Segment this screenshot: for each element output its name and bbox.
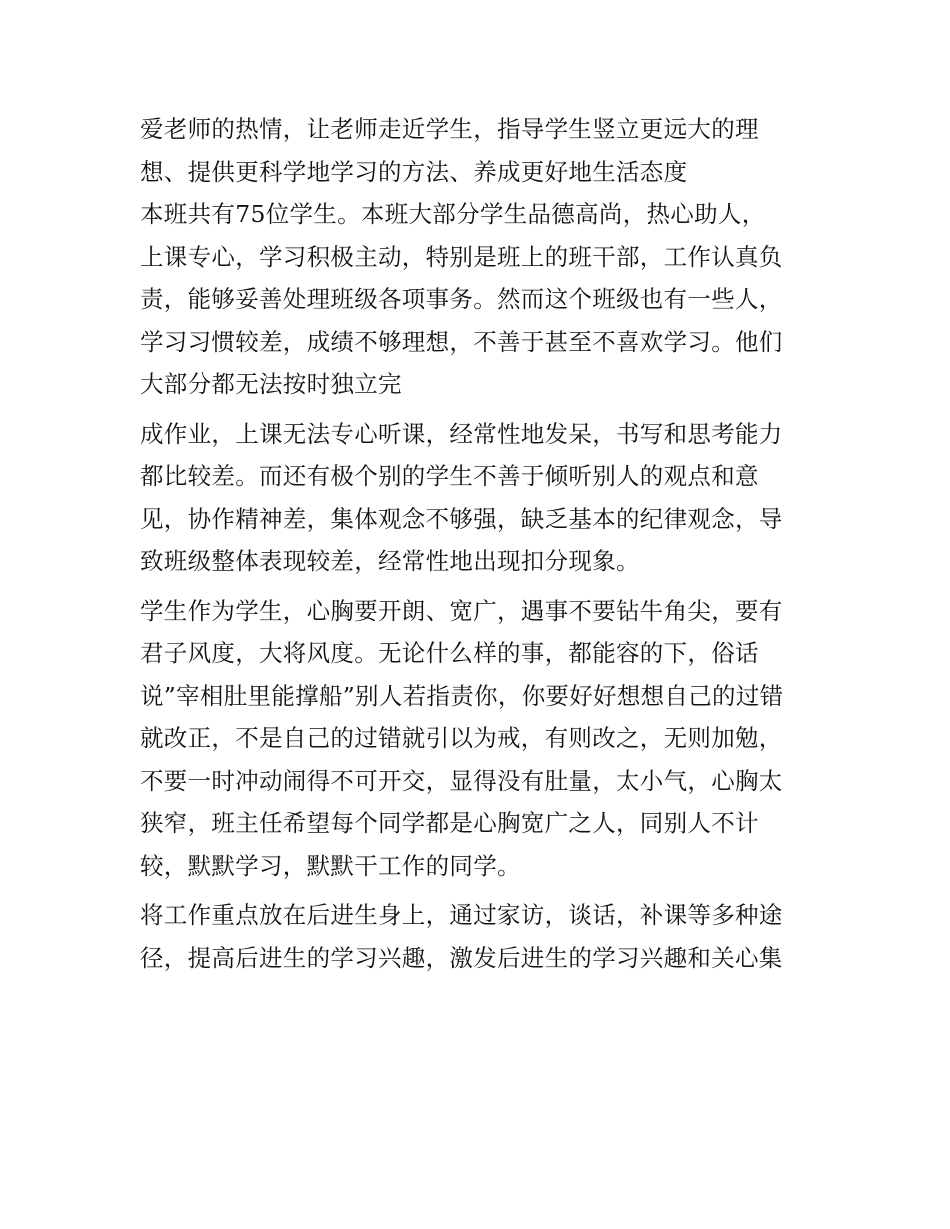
text-line: 较，默默学习，默默干工作的同学。: [140, 851, 521, 880]
text-line: 径，提高后进生的学习兴趣，激发后进生的学习兴趣和关心集: [140, 943, 783, 972]
text-line: 学生作为学生，心胸要开朗、宽广，遇事不要钻牛角尖，要有: [140, 596, 783, 625]
text-line: 不要一时冲动闹得不可开交，显得没有肚量，太小气，心胸太: [140, 766, 783, 795]
text-line: 狭窄，班主任希望每个同学都是心胸宽广之人，同别人不计: [140, 809, 759, 837]
text-line: 见，协作精神差，集体观念不够强，缺乏基本的纪律观念，导: [140, 504, 783, 533]
text-line: 想、提供更科学地学习的方法、养成更好地生活态度: [140, 157, 688, 186]
text-line: 致班级整体表现较差，经常性地出现扣分现象。: [140, 547, 640, 575]
text-line: 君子风度，大将风度。无论什么样的事，都能容的下，俗话: [140, 639, 759, 667]
body-text: [140, 108, 830, 979]
text-line: 说”宰相肚里能撑船”别人若指责你，你要好好想想自己的过错: [140, 681, 784, 710]
text-line: 本班共有75位学生。本班大部分学生品德高尚，热心助人，: [140, 200, 766, 228]
text-line: 爱老师的热情，让老师走近学生，指导学生竖立更远大的理: [140, 115, 759, 143]
paragraph: [140, 193, 830, 406]
text-line: 成作业，上课无法专心听课，经常性地发呆，书写和思考能力: [140, 419, 783, 448]
text-line: 责，能够妥善处理班级各项事务。然而这个班级也有一些人，: [140, 285, 783, 313]
paragraph: [140, 108, 830, 193]
text-line: 将工作重点放在后进生身上，通过家访，谈话，补课等多种途: [140, 901, 783, 929]
paragraph: [140, 590, 830, 888]
text-line: 就改正，不是自己的过错就引以为戒，有则改之，无则加勉，: [140, 724, 783, 752]
text-line: 都比较差。而还有极个别的学生不善于倾听别人的观点和意: [140, 462, 759, 490]
paragraph: [140, 413, 830, 583]
text-line: 大部分都无法按时独立完: [140, 370, 402, 398]
text-line: 上课专心，学习积极主动，特别是班上的班干部，工作认真负: [140, 242, 783, 271]
text-line: 学习习惯较差，成绩不够理想，不善于甚至不喜欢学习。他们: [140, 327, 783, 356]
paragraph: [140, 894, 830, 979]
